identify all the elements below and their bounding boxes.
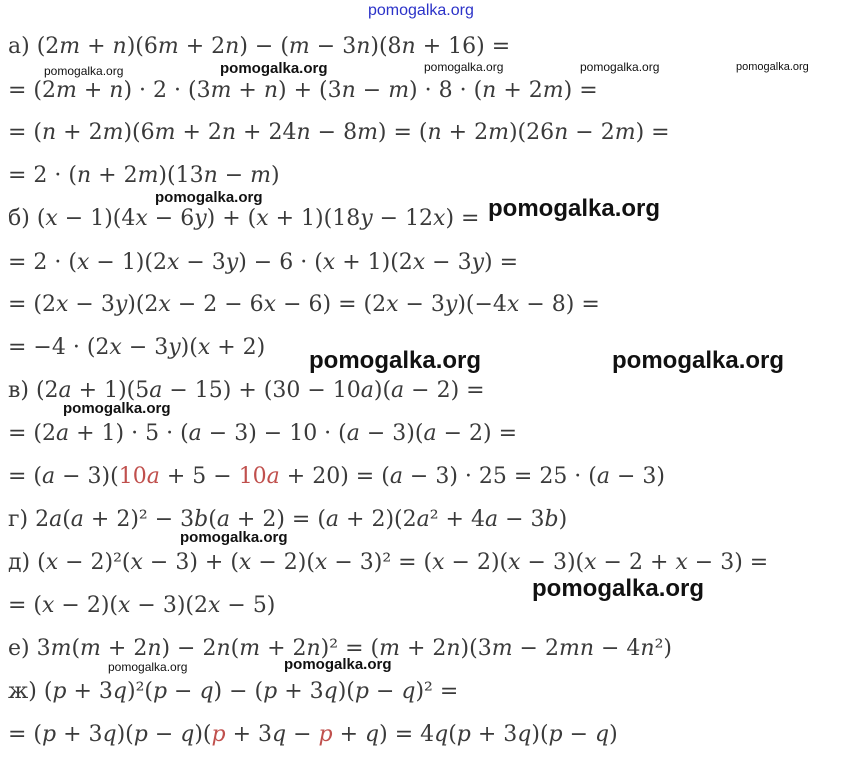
math-line-b3: = (2𝑥 − 3𝑦)(2𝑥 − 2 − 6𝑥 − 6) = (2𝑥 − 3𝑦)(−4𝑥 − 8) = (8, 292, 600, 317)
watermark: pomogalka.org (612, 347, 785, 374)
watermark: pomogalka.org (180, 529, 288, 546)
watermark: pomogalka.org (63, 400, 171, 417)
zh2-part3: + 𝑞) = 4𝑞(𝑝 + 3𝑞)(𝑝 − 𝑞) (332, 722, 618, 747)
zh2-highlight-2: 𝑝 (318, 722, 333, 747)
watermark: pomogalka.org (532, 575, 705, 602)
math-line-v2: = (2𝑎 + 1) · 5 · (𝑎 − 3) − 10 · (𝑎 − 3)(𝑎 − 2) = (8, 421, 517, 446)
watermark: pomogalka.org (424, 60, 504, 74)
watermark: pomogalka.org (220, 60, 328, 77)
zh2-part2: + 3𝑞 − (225, 722, 319, 747)
v3-highlight-1: 10𝑎 (118, 464, 160, 489)
v3-part1: = (𝑎 − 3)( (8, 464, 119, 489)
watermark: pomogalka.org (580, 60, 660, 74)
watermark: pomogalka.org (108, 660, 188, 674)
watermark: pomogalka.org (284, 656, 392, 673)
math-line-d1: д) (𝑥 − 2)²(𝑥 − 3) + (𝑥 − 2)(𝑥 − 3)² = (𝑥 − 2)(𝑥 − 3)(𝑥 − 2 + 𝑥 − 3) = (8, 550, 769, 575)
math-line-zh2 (8, 722, 618, 748)
math-line-a1: а) (2𝑚 + 𝑛)(6𝑚 + 2𝑛) − (𝑚 − 3𝑛)(8𝑛 + 16) = (8, 34, 511, 59)
math-line-zh1: ж) (𝑝 + 3𝑞)²(𝑝 − 𝑞) − (𝑝 + 3𝑞)(𝑝 − 𝑞)² = (8, 679, 459, 704)
math-line-e1: е) 3𝑚(𝑚 + 2𝑛) − 2𝑛(𝑚 + 2𝑛)² = (𝑚 + 2𝑛)(3𝑚 − 2𝑚𝑛 − 4𝑛²) (8, 636, 672, 661)
watermark: pomogalka.org (309, 347, 482, 374)
watermark: pomogalka.org (155, 189, 263, 206)
math-line-a2: = (2𝑚 + 𝑛) · 2 · (3𝑚 + 𝑛) + (3𝑛 − 𝑚) · 8 · (𝑛 + 2𝑚) = (8, 78, 598, 103)
v3-highlight-2: 10𝑎 (238, 464, 280, 489)
math-line-b2: = 2 · (𝑥 − 1)(2𝑥 − 3𝑦) − 6 · (𝑥 + 1)(2𝑥 − 3𝑦) = (8, 250, 519, 275)
watermark: pomogalka.org (736, 61, 809, 73)
math-line-a3: = (𝑛 + 2𝑚)(6𝑚 + 2𝑛 + 24𝑛 − 8𝑚) = (𝑛 + 2𝑚)(26𝑛 − 2𝑚) = (8, 120, 670, 145)
math-line-v1: в) (2𝑎 + 1)(5𝑎 − 15) + (30 − 10𝑎)(𝑎 − 2) = (8, 378, 485, 403)
v3-part3: + 20) = (𝑎 − 3) · 25 = 25 · (𝑎 − 3) (279, 464, 665, 489)
zh2-highlight-1: 𝑝 (211, 722, 226, 747)
math-line-d2: = (𝑥 − 2)(𝑥 − 3)(2𝑥 − 5) (8, 593, 276, 618)
watermark-top[interactable]: pomogalka.org (368, 2, 474, 19)
watermark: pomogalka.org (44, 64, 124, 78)
zh2-part1: = (𝑝 + 3𝑞)(𝑝 − 𝑞)( (8, 722, 212, 747)
math-line-g1: г) 2𝑎(𝑎 + 2)² − 3𝑏(𝑎 + 2) = (𝑎 + 2)(2𝑎² + 4𝑎 − 3𝑏) (8, 507, 568, 532)
v3-part2: + 5 − (159, 464, 239, 489)
math-line-b4: = −4 · (2𝑥 − 3𝑦)(𝑥 + 2) (8, 335, 266, 360)
math-line-a4: = 2 · (𝑛 + 2𝑚)(13𝑛 − 𝑚) (8, 163, 280, 188)
watermark: pomogalka.org (488, 195, 661, 222)
math-line-v3 (8, 464, 665, 490)
math-line-b1: б) (𝑥 − 1)(4𝑥 − 6𝑦) + (𝑥 + 1)(18𝑦 − 12𝑥) = (8, 206, 480, 231)
